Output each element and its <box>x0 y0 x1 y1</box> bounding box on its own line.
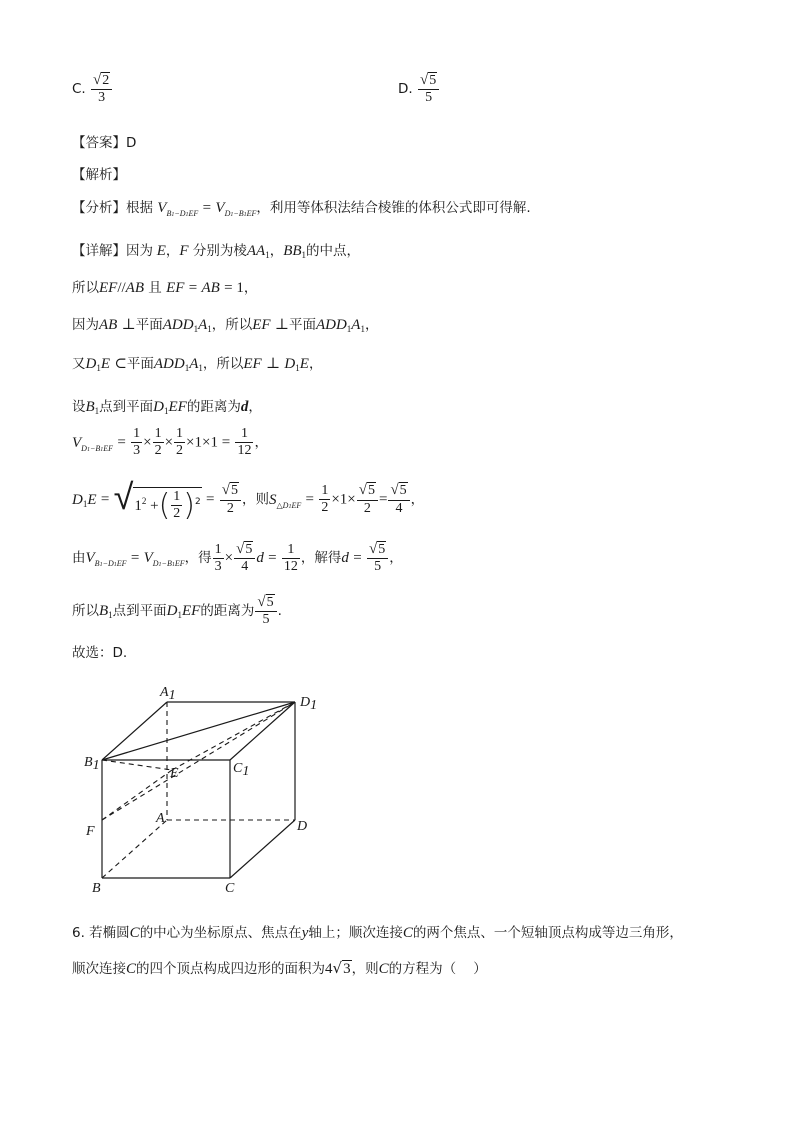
segment-e-d1 <box>172 702 295 770</box>
fenxi-tag: 【分析】 <box>72 200 126 216</box>
line4-c: ，所以 <box>202 356 244 372</box>
q6-line2-b: 的四个顶点构成四边形的面积为 <box>136 961 326 977</box>
label-d: D <box>297 819 308 834</box>
q6-line2-e: ） <box>473 961 487 977</box>
detail-line-9: 所以$B_1$点到平面$D_1EF$的距离为 $\frac{√5}{5}$ . <box>72 594 282 628</box>
line3-c: ，所以 <box>211 317 253 333</box>
q6-line1-b: 的中心为坐标原点、焦点在 <box>139 925 302 941</box>
line1-a: 因为 <box>126 243 153 259</box>
line5-d: d <box>240 399 249 415</box>
line4-b: 平面 <box>126 356 154 372</box>
line3-a: 因为 <box>72 317 99 333</box>
line3-b: 平面 <box>135 317 163 333</box>
line2-a: 所以 <box>72 280 99 296</box>
line8-a: 由 <box>72 550 86 567</box>
fenxi-post: ，利用等体积法结合棱锥的体积公式即可得解. <box>256 200 531 216</box>
detail-line-8: 由$V_{B1-D1EF} = V_{D1-B1EF}$，得 $\frac{1}{3}$ × $\frac{√5}{4}$ d = $\frac{1}{12}$ ，解得d = $\frac{√5}{5}$ ， <box>72 541 403 575</box>
analysis-header: 【解析】 <box>72 167 126 183</box>
question-6-line-2: 顺次连接C的四个顶点构成四边形的面积为4√3，则C的方程为（ ） <box>72 959 487 977</box>
label-e: E <box>170 766 179 781</box>
line8-b: ，得 <box>184 550 212 567</box>
option-c <box>72 72 113 106</box>
line5-c: 的距离为 <box>186 399 241 415</box>
answer-line: 【答案】D <box>72 135 137 151</box>
detail-line-5: 设$B_1$点到平面$D_1EF$的距离为d， <box>72 399 262 416</box>
option-d-fraction: $\frac{√5}{5}$ <box>418 72 439 106</box>
option-c-label: C. <box>72 81 86 98</box>
label-a1: A1 <box>160 685 176 703</box>
option-d-label: D. <box>398 81 413 98</box>
label-b1: B1 <box>84 755 100 773</box>
label-c1: C1 <box>233 761 250 779</box>
fenxi-line: 【分析】根据 $V_{B1-D1EF} = V_{D1-B1EF}$，利用等体积法结合棱锥的体积公式即可得解. <box>72 200 531 218</box>
line9-c: 的距离为 <box>200 603 255 620</box>
line7-b: ，则 <box>242 491 270 508</box>
choose-line: 故选：D. <box>72 645 128 661</box>
label-b: B <box>92 881 101 896</box>
option-c-numerator: 2 <box>102 73 110 88</box>
edge-c-d <box>230 820 295 878</box>
label-f: F <box>86 824 95 839</box>
detail-line-3: 因为AB ⊥平面$ADD_1A_1$，所以EF ⊥平面$ADD_1A_1$， <box>72 317 379 334</box>
option-d-denominator: 5 <box>425 90 433 106</box>
line9-b: 点到平面 <box>112 603 167 620</box>
segment-b1-d1 <box>102 702 295 760</box>
q6-line1-d: 的两个焦点、一个短轴顶点构成等边三角形， <box>412 925 683 941</box>
segment-f-d1 <box>102 702 295 820</box>
line1-c: 的中点， <box>306 243 361 259</box>
q6-line2-a: 顺次连接 <box>72 961 126 977</box>
cube-figure <box>80 680 340 900</box>
line9-a: 所以 <box>72 603 99 620</box>
segment-b1-e <box>102 760 172 770</box>
line1-b: 分别为棱 <box>192 243 247 259</box>
line3-d: 平面 <box>288 317 316 333</box>
line2-b: 且 <box>148 280 162 296</box>
line5-b: 点到平面 <box>99 399 154 415</box>
label-c: C <box>225 881 235 896</box>
detail-line-1: 【详解】因为 E，F 分别为棱$AA_1$，$BB_1$的中点， <box>72 243 361 260</box>
line4-a: 又 <box>72 356 86 372</box>
detail-line-6: $V_{D1-B1EF}$ = $\frac{1}{3}$ × $\frac{1}{2}$ × $\frac{1}{2}$ ×1×1 = $\frac{1}{12}$ ， <box>72 426 268 459</box>
xiangjie-tag: 【详解】 <box>72 243 126 259</box>
question-6-line-1: 6. 若椭圆C的中心为坐标原点、焦点在y轴上；顺次连接C的两个焦点、一个短轴顶点构成等边三角形， <box>72 925 683 941</box>
q6-line1-c: 轴上；顺次连接 <box>308 925 403 941</box>
option-c-fraction: $\frac{√2}{3}$ <box>91 72 112 106</box>
edge-c1-d1 <box>230 702 295 760</box>
line5-a: 设 <box>72 399 86 415</box>
label-a: A <box>156 811 165 826</box>
edge-b-a <box>102 820 167 878</box>
q6-line2-d: 的方程为（ <box>388 961 457 977</box>
label-d1: D1 <box>300 695 318 713</box>
detail-line-4: 又$D_1E$ ⊂平面$ADD_1A_1$，所以EF ⊥ $D_1E$， <box>72 356 323 373</box>
q6-line2-c: ，则 <box>351 961 379 977</box>
q6-line1-a: 6. 若椭圆 <box>72 925 130 941</box>
edge-b1-a1 <box>102 702 167 760</box>
option-c-denominator: 3 <box>98 90 106 106</box>
detail-line-2: 所以EF//AB 且 EF = AB = 1， <box>72 280 258 296</box>
detail-line-7: $D_1E = √1^2$ +( $\frac{1}{2}$ )$^2$ = $\frac{√5}{2}$ ，则$S_{\triangle D1EF}$ = $\frac{1}{2}$ ×1× $\frac{√5}{2}$ = $\frac{√5}{4}$ ， <box>72 477 425 523</box>
fenxi-pre: 根据 <box>126 200 153 216</box>
line8-c: ，解得 <box>300 550 342 567</box>
option-d <box>398 72 440 106</box>
option-d-numerator: 5 <box>429 73 437 88</box>
